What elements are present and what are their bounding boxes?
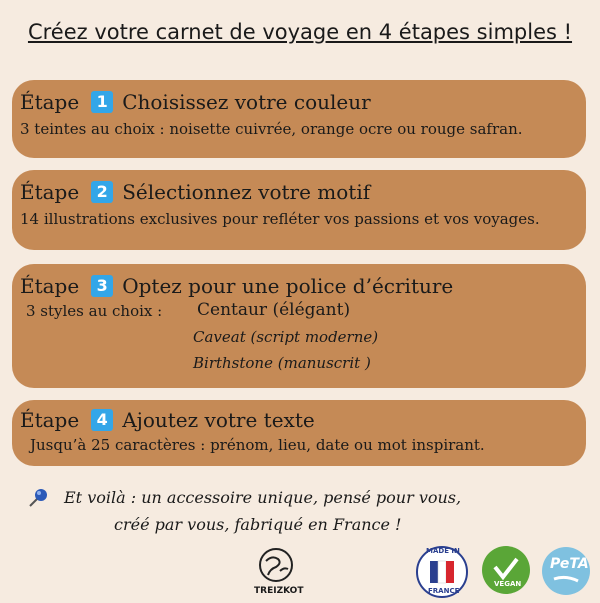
font-option-caveat: Caveat (script moderne): [193, 328, 379, 346]
pushpin-icon: [26, 486, 50, 514]
vegan-badge: [481, 545, 531, 599]
peta-badge: [540, 545, 592, 601]
step-card-2: [12, 170, 586, 250]
step-label: Étape: [20, 408, 80, 432]
step-label: Étape: [20, 90, 80, 114]
step-heading: [20, 274, 578, 298]
step-card-3: [12, 264, 586, 388]
step-description: 3 teintes au choix : noisette cuivrée, orange ocre ou rouge safran.: [20, 120, 523, 138]
step-number-badge: 2: [91, 181, 113, 203]
page-title: Créez votre carnet de voyage en 4 étapes simples !: [27, 20, 573, 44]
made-in-label: MADE IN: [426, 547, 460, 555]
font-options-label: 3 styles au choix :: [26, 302, 163, 320]
step-title: Sélectionnez votre motif: [122, 180, 371, 204]
step-card-4: [12, 400, 586, 466]
step-title: Choisissez votre couleur: [122, 90, 371, 114]
step-description: Jusqu’à 25 caractères : prénom, lieu, date ou mot inspirant.: [30, 436, 485, 454]
step-heading: [20, 90, 578, 114]
step-title: Optez pour une police d’écriture: [122, 274, 454, 298]
step-heading: [20, 180, 578, 204]
vegan-label: VEGAN: [494, 580, 522, 588]
step-label: Étape: [20, 274, 80, 298]
footer-line-2: créé par vous, fabriqué en France !: [114, 515, 402, 534]
brand-logo: [256, 545, 296, 589]
step-title: Ajoutez votre texte: [122, 408, 315, 432]
font-option-birthstone: Birthstone (manuscrit ): [193, 354, 371, 372]
footer-line-1: Et voilà : un accessoire unique, pensé pour vous,: [64, 488, 462, 507]
font-options: [20, 302, 578, 374]
step-label: Étape: [20, 180, 80, 204]
globe-icon: [256, 545, 296, 585]
step-heading: [20, 408, 578, 432]
step-description: 14 illustrations exclusives pour refléter vos passions et vos voyages.: [20, 210, 540, 228]
step-card-1: [12, 80, 586, 158]
step-number-badge: 3: [91, 275, 113, 297]
france-label: FRANCE: [428, 587, 460, 595]
step-number-badge: 4: [91, 409, 113, 431]
step-number-badge: 1: [91, 91, 113, 113]
peta-label: PeTA: [550, 556, 589, 572]
brand-name: TREIZKOT: [254, 586, 304, 596]
font-option-centaur: Centaur (élégant): [197, 300, 351, 320]
